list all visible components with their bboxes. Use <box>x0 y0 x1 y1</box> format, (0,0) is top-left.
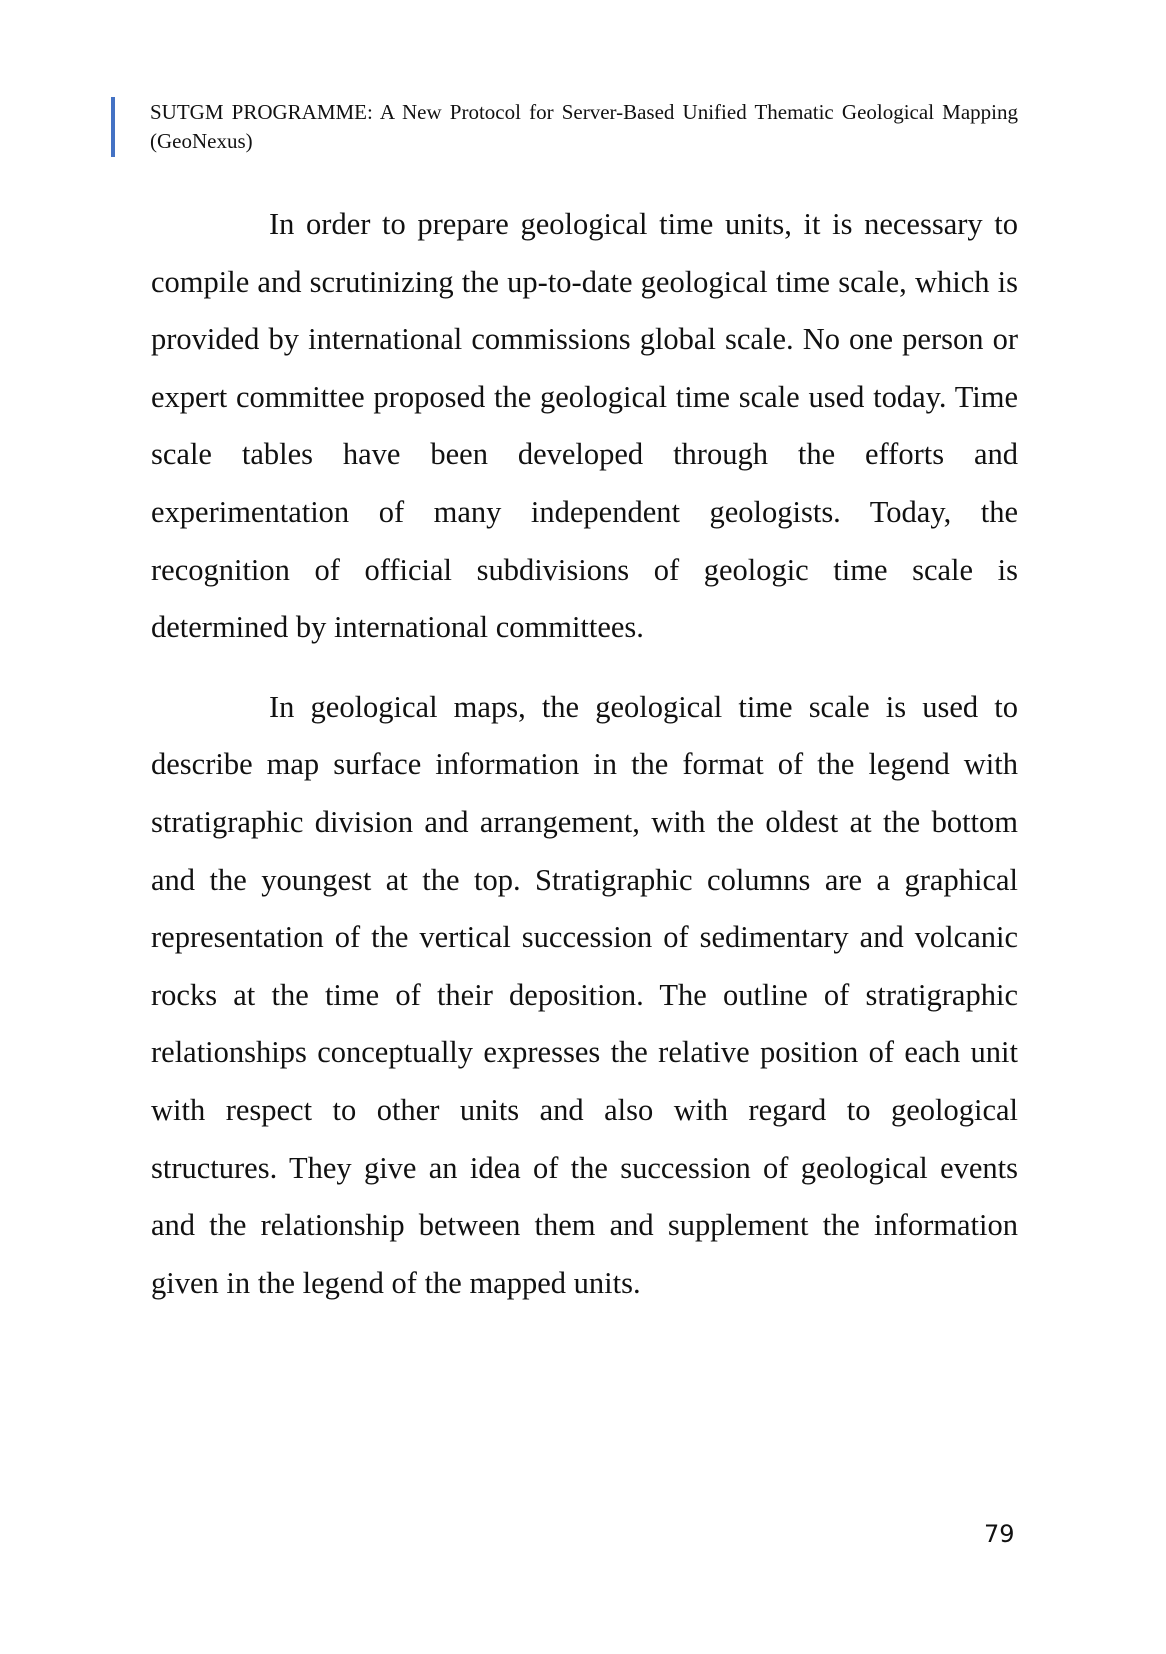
paragraph: In geological maps, the geological time scale is used to describe map surface information in the format of the legend with stratigraphic division and arrangement, with the oldest at the bottom and the youngest at the top. Stratigraphic columns are a graphical representation of the vertical succession of sedimentary and volcanic rocks at the time of their deposition. The outline of stratigraphic relationships conceptually expresses the relative position of each unit with respect to other units and also with regard to geological structures. They give an idea of the succession of geological events and the relationship between them and supplement the information given in the legend of the mapped units. <box>151 689 1018 1300</box>
paragraph: In order to prepare geological time units, it is necessary to compile and scrutinizing the up-to-date geological time scale, which is provided by international commissions global scale. No one person or expert committee proposed the geological time scale used today. Time scale tables have been developed through the efforts and experimentation of many independent geologists. Today, the recognition of official subdivisions of geologic time scale is determined by international committees. <box>151 207 1018 645</box>
header-accent-bar <box>111 97 115 157</box>
running-header: SUTGM PROGRAMME: A New Protocol for Server-Based Unified Thematic Geological Mapping (GeoNexus) <box>150 100 1018 153</box>
page-number: 79 <box>984 1520 1015 1548</box>
body-text <box>151 196 1018 1312</box>
